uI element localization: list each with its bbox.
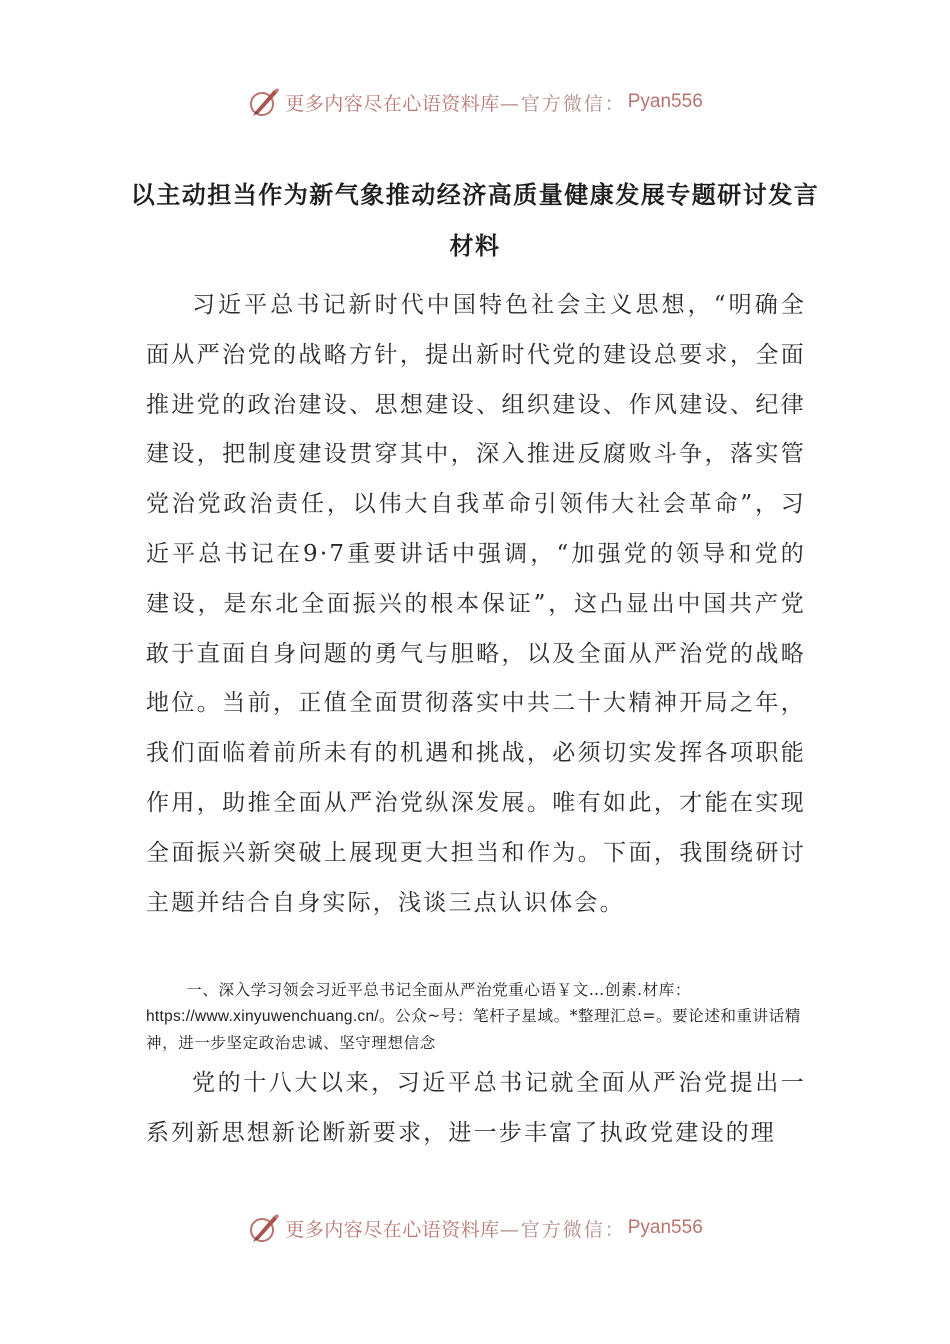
quill-pen-logo-icon — [247, 1211, 281, 1245]
banner-wechat-label: —官方微信： — [499, 1218, 626, 1241]
banner-text: 更多内容尽在心语资料库 — [285, 92, 500, 115]
section-heading-text-1: 一、深入学习领会习近平总书记全面从严治党重心语￥文…创素.材库： — [186, 981, 691, 999]
body-paragraph-2: 党的十八大以来，习近平总书记就全面从严治党提出一系列新思想新论断新要求，进一步丰富了执政党建设的理 — [146, 1070, 806, 1146]
banner-wechat-label: —官方微信： — [499, 92, 626, 115]
header-banner — [0, 82, 950, 122]
section-heading-text-2: 。公众~号：笔杆子星域。*整理汇总=。要论述和重讲话精神，进一步坚定政治忠诚、坚守理想信念 — [146, 1007, 801, 1052]
section-heading-1 — [146, 977, 810, 1056]
document-title: 以主动担当作为新气象推动经济高质量健康发展专题研讨发言材料 — [130, 181, 820, 260]
banner-wechat-id: Pyan556 — [627, 1217, 703, 1238]
quill-pen-logo-icon — [247, 85, 281, 119]
banner-text: 更多内容尽在心语资料库 — [285, 1218, 500, 1241]
banner-wechat-id: Pyan556 — [627, 91, 703, 112]
heading-url: https://www.xinyuwenchuang.cn/ — [146, 1008, 380, 1025]
body-paragraph-1: 习近平总书记新时代中国特色社会主义思想，“明确全面从严治党的战略方针，提出新时代党的建设总要求，全面推进党的政治建设、思想建设、组织建设、作风建设、纪律建设，把制度建设贯穿其中，深入推进反腐败斗争，落实管党治党政治责任，以伟大自我革命引领伟大社会革命”，习近平总书记在9·7重要讲话中强调，“加强党的领导和党的建设，是东北全面振兴的根本保证”，这凸显出中国共产党敢于直面自身问题的勇气与胆略，以及全面从严治党的战略地位。当前，正值全面贯彻落实中共二十大精神开局之年，我们面临着前所未有的机遇和挑战，必须切实发挥各项职能作用，助推全面从严治党纵深发展。唯有如此，才能在实现全面振兴新突破上展现更大担当和作为。下面，我围绕研讨主题并结合自身实际，浅谈三点认识体会。 — [146, 292, 806, 916]
footer-banner — [0, 1208, 950, 1248]
